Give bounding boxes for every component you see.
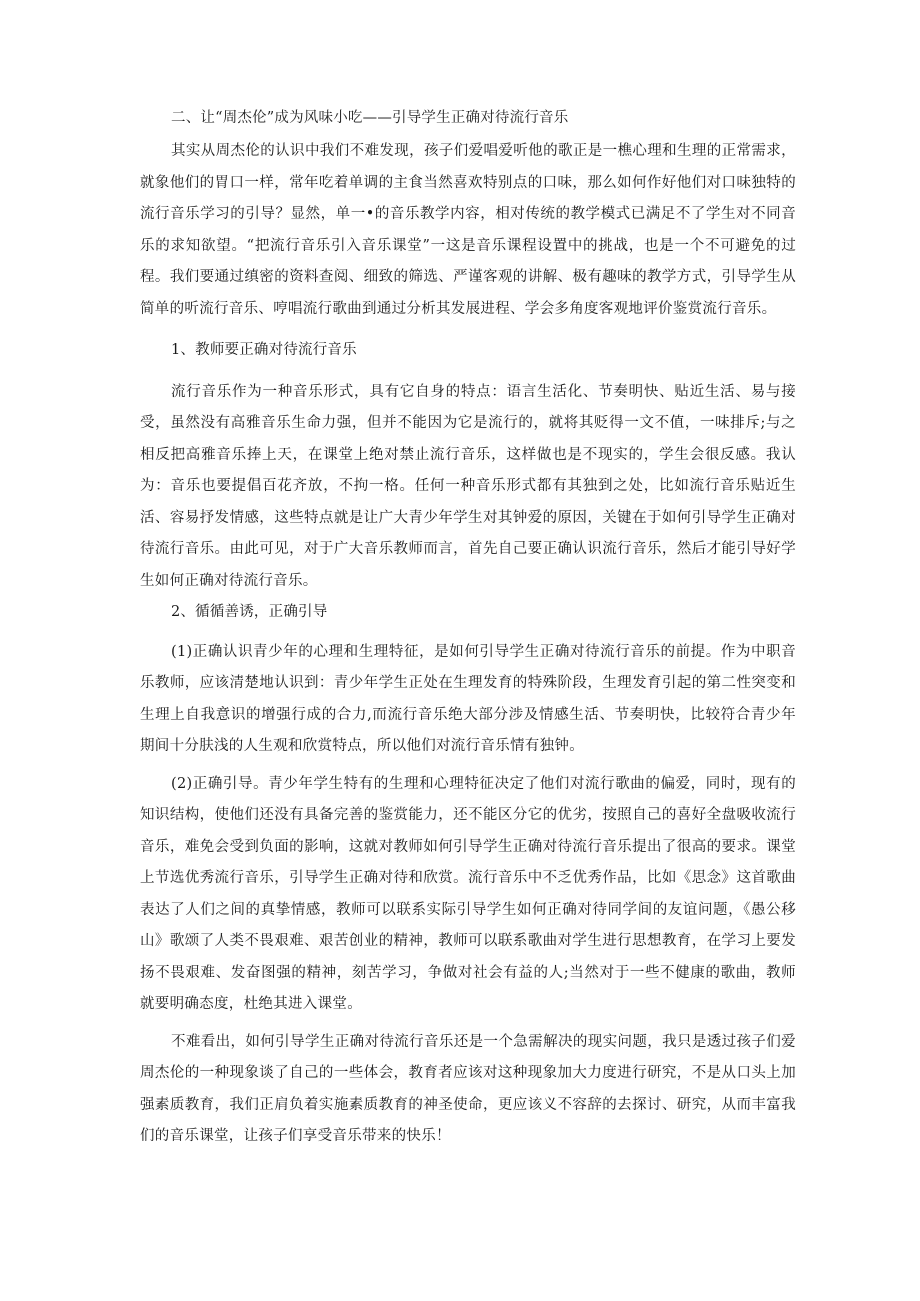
paragraph-teacher-attitude: 流行音乐作为一种音乐形式，具有它自身的特点：语言生活化、节奏明快、贴近生活、易与接受，虽然没有高雅音乐生命力强，但并不能因为它是流行的，就将其贬得一文不值，一味排斥;与之相反把高雅音乐捧上天，在课堂上绝对禁止流行音乐，这样做也是不现实的，学生会很反感。我认为：音乐也要提倡百花齐放，不拘一格。任何一种音乐形式都有其独到之处，比如流行音乐贴近生活、容易抒发情感，这些特点就是让广大青少年学生对其钟爱的原因，关键在于如何引导学生正确对待流行音乐。由此可见，对于广大音乐教师而言，首先自己要正确认识流行音乐，然后才能引导好学生如何正确对待流行音乐。 bbox=[140, 383, 796, 589]
intro-paragraph: 其实从周杰伦的认识中我们不难发现，孩子们爱唱爱听他的歌正是一樵心理和生理的正常需求，就象他们的胃口一样，常年吃着单调的主食当然喜欢特别点的口味，那么如何作好他们对口味独特的流行音乐学习的引导？显然，单一•的音乐教学内容，相对传统的教学模式已满足不了学生对不同音乐的求知欲望。“把流行音乐引入音乐课堂”一这是音乐课程设置中的挑战，也是一个不可避免的过程。我们要通过缜密的资料查阅、细致的筛选、严谨客观的讲解、极有趣味的教学方式，引导学生从简单的听流行音乐、哼唱流行歌曲到通过分析其发展进程、学会多角度客观地评价鉴赏流行音乐。 bbox=[140, 143, 796, 317]
paragraph-point-2: (2)正确引导。青少年学生特有的生理和心理特征决定了他们对流行歌曲的偏爱，同时，现有的知识结构，使他们还没有具备完善的鉴赏能力，还不能区分它的优劣，按照自己的喜好全盘吸收流行音乐，难免会受到负面的影响，这就对教师如何引导学生正确对待流行音乐提出了很高的要求。课堂上节选优秀流行音乐，引导学生正确对待和欣赏。流行音乐中不乏优秀作品，比如《思念》这首歌曲表达了人们之间的真挚情感，教师可以联系实际引导学生如何正确对待同学间的友谊问题，《愚公移山》歌颂了人类不畏艰难、艰苦创业的精神，教师可以联系歌曲对学生进行思想教育，在学习上要发扬不畏艰难、发奋图强的精神，刻苦学习，争做对社会有益的人;当然对于一些不健康的歌曲，教师就要明确态度，杜绝其进入课堂。 bbox=[140, 775, 796, 1012]
document-page bbox=[140, 108, 796, 1153]
conclusion-paragraph: 不难看出，如何引导学生正确对待流行音乐还是一个急需解决的现实问题，我只是透过孩子们爱周杰伦的一种现象谈了自己的一些体会，教育者应该对这种现象加大力度进行研究，不是从口头上加强素质教育，我们正肩负着实施素质教育的神圣使命，更应该义不容辞的去探讨、研究，从而丰富我们的音乐课堂，让孩子们享受音乐带来的快乐！ bbox=[140, 1033, 796, 1144]
subheading-guidance: 2、循循善诱，正确引导 bbox=[171, 604, 328, 620]
section-title: 二、让“周杰伦”成为风味小吃——引导学生正确对待流行音乐 bbox=[171, 110, 569, 126]
paragraph-point-1: (1)正确认识青少年的心理和生理特征，是如何引导学生正确对待流行音乐的前提。作为中职音乐教师，应该清楚地认识到：青少年学生正处在生理发育的特殊阶段，生理发育引起的第二性突变和生理上自我意识的增强行成的合力,而流行音乐绝大部分涉及情感生活、节奏明快，比较符合青少年期间十分肤浅的人生观和欣赏特点，所以他们对流行音乐情有独钟。 bbox=[140, 643, 796, 754]
subheading-teacher-attitude: 1、教师要正确对待流行音乐 bbox=[171, 342, 357, 358]
